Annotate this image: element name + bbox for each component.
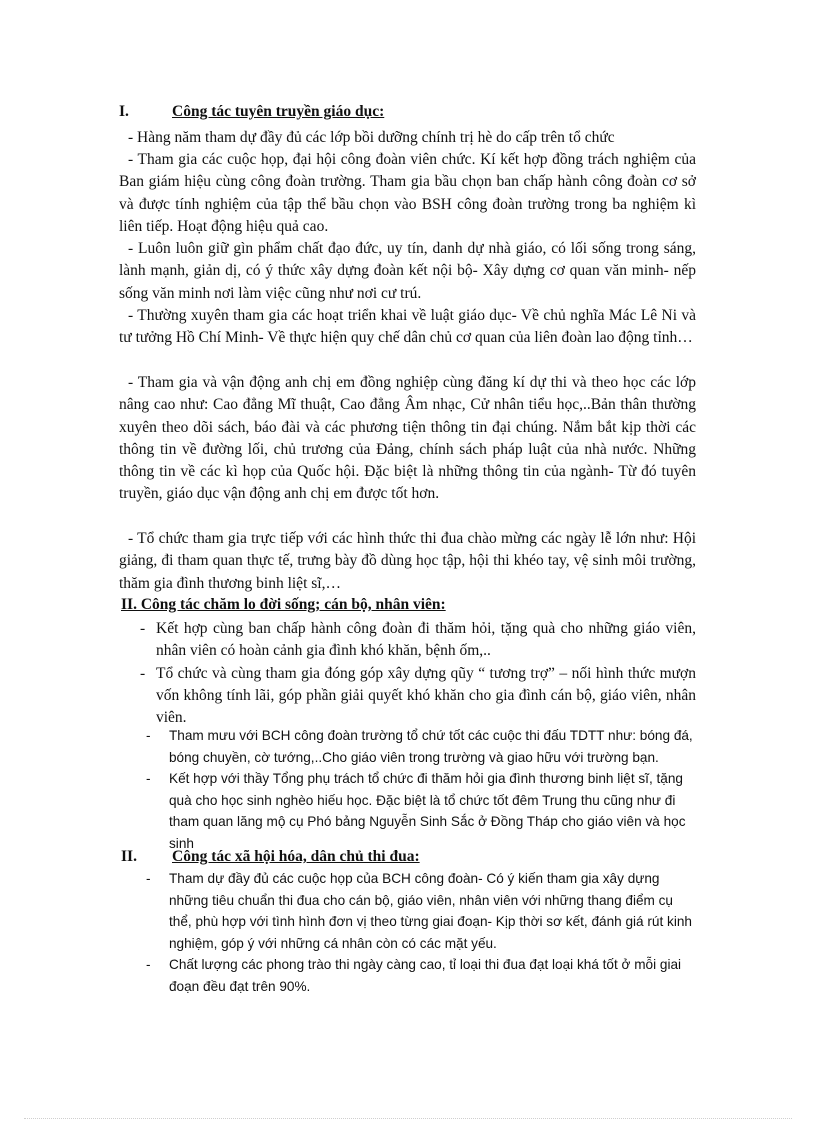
paragraph: - Hàng năm tham dự đầy đủ các lớp bồi dưỡng chính trị hè do cấp trên tổ chức	[128, 129, 615, 146]
list-item-text: Tham mưu với BCH công đoàn trường tổ chứ tốt các cuộc thi đấu TDTT như: bóng đá, bóng chuyền, cờ tướng,..Cho giáo viên trong trường và giao hữu với trường bạn.	[169, 728, 693, 765]
dash-bullet: -	[140, 664, 146, 682]
dash-bullet: -	[146, 957, 151, 972]
list-item	[140, 618, 696, 663]
dash-bullet: -	[146, 771, 151, 786]
dash-bullet: -	[146, 871, 151, 886]
list-item-text: Tham dự đầy đủ các cuộc họp của BCH công đoàn- Có ý kiến tham gia xây dựng những tiêu chuẩn thi đua cho cán bộ, giáo viên, nhân viên với những thang điểm cụ thể, phù hợp với tình hình đơn vị theo từng giai đoạn- Kịp thời sơ kết, đánh giá rút kinh nghiệm, góp ý với những cá nhân còn có các mặt yếu.	[169, 871, 692, 951]
dash-bullet: -	[140, 620, 146, 637]
list-item-text: Kết hợp cùng ban chấp hành công đoàn đi thăm hỏi, tặng quà cho những giáo viên, nhân viên có hoàn cảnh gia đình khó khăn, bệnh ốm,..	[156, 620, 696, 660]
list-item	[146, 768, 699, 854]
section-2-list	[140, 618, 696, 729]
page-bottom-border	[24, 1118, 792, 1119]
paragraph: - Tham gia và vận động anh chị em đồng nghiệp cùng đăng kí dự thi và theo học các lớp nâng cao như: Cao đẳng Mĩ thuật, Cao đẳng Âm nhạc, Cử nhân tiểu học,..Bản thân thường xuyên theo dõi sách, báo đài và các phương tiện thông tin đại chúng. Nắm bắt kịp thời các thông tin về đường lối, chủ trương của Đảng, chính sách pháp luật của nhà nước. Những thông tin về các kì họp của Quốc hội. Đặc biệt là những thông tin của ngành- Từ đó tuyên truyền, giáo dục vận động anh chị em được tốt hơn.	[119, 374, 696, 503]
paragraph: - Thường xuyên tham gia các hoạt triển khai về luật giáo dục- Về chủ nghĩa Mác Lê Ni và tư tưởng Hồ Chí Minh- Về thực hiện quy chế dân chủ cơ quan của liên đoàn lao động tỉnh…	[119, 307, 696, 347]
list-item	[140, 663, 696, 730]
section-2-title: II. Công tác chăm lo đời sống; cán bộ, nhân viên:	[121, 596, 446, 613]
section-1-number: I.	[119, 103, 129, 120]
paragraph: - Tham gia các cuộc họp, đại hội công đoàn viên chức. Kí kết hợp đồng trách nghiệm của Ban giám hiệu cùng công đoàn trường. Tham gia bầu chọn ban chấp hành công đoàn cơ sở và được tính nghiệm của tập thể bầu chọn vào BSH công đoàn trường trong ba nghiệm kì liên tiếp. Hoạt động hiệu quả cao.	[119, 151, 696, 235]
section-2-heading	[121, 596, 541, 618]
list-item-text: Chất lượng các phong trào thi ngày càng cao, tỉ loại thi đua đạt loại khá tốt ở mỗi giai đoạn đều đạt trên 90%.	[169, 957, 682, 994]
section-3-number: II.	[121, 848, 137, 865]
section-1-heading	[119, 103, 539, 125]
list-item-text: Kết hợp với thầy Tổng phụ trách tổ chức đi thăm hỏi gia đình thương binh liệt sĩ, tặng quà cho học sinh nghèo hiếu học. Đặc biệt là tổ chức tốt đêm Trung thu cũng như đi tham quan lăng mộ cụ Phó bảng Nguyễn Sinh Sắc ở Đồng Tháp cho giáo viên và học sinh	[169, 771, 686, 851]
list-item-text: Tổ chức và cùng tham gia đóng góp xây dựng qũy “ tương trợ” – nối hình thức mượn vốn không tính lãi, góp phần giải quyết khó khăn cho gia đình cán bộ, giáo viên, nhân viên.	[156, 664, 696, 727]
section-2-list-small	[146, 725, 699, 854]
paragraph: - Luôn luôn giữ gìn phẩm chất đạo đức, uy tín, danh dự nhà giáo, có lối sống trong sáng, lành mạnh, giản dị, có ý thức xây dựng đoàn kết nội bộ- Xây dựng cơ quan văn minh- nếp sống văn minh nơi làm việc cũng như nơi cư trú.	[119, 240, 696, 302]
list-item	[146, 868, 699, 954]
section-3-list	[146, 868, 699, 997]
section-1-title: Công tác tuyên truyền giáo dục:	[172, 103, 385, 120]
list-item	[146, 954, 699, 997]
section-3-heading	[121, 848, 541, 870]
paragraph: - Tổ chức tham gia trực tiếp với các hình thức thi đua chào mừng các ngày lễ lớn như: Hội giảng, đi tham quan thực tế, trưng bày đồ dùng học tập, hội thi khéo tay, vệ sinh môi trường, thăm gia đình thương binh liệt sĩ,…	[119, 530, 696, 592]
section-3-title: Công tác xã hội hóa, dân chủ thi đua:	[172, 848, 420, 865]
list-item	[146, 725, 699, 768]
dash-bullet: -	[146, 728, 151, 743]
